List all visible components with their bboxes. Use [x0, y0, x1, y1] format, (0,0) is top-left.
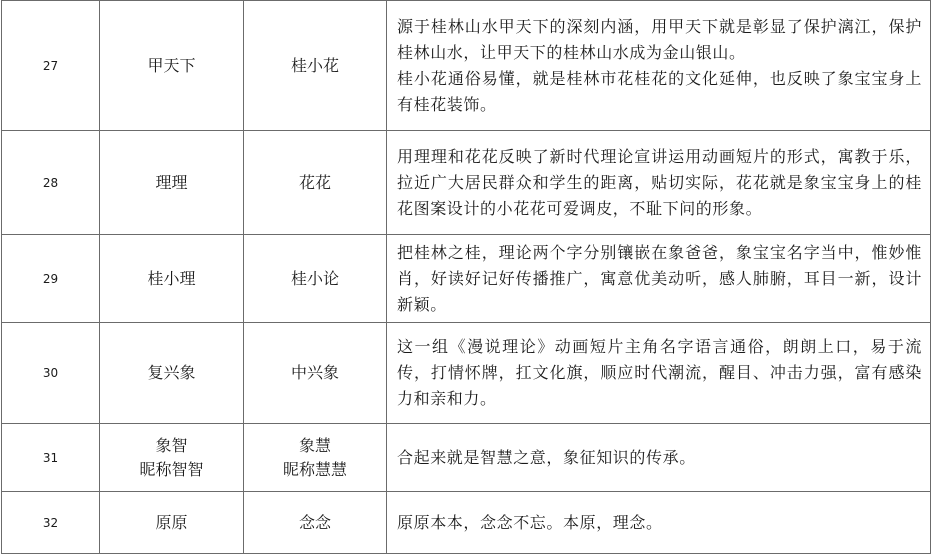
name-text: 桂小理: [147, 268, 196, 288]
description-cell: [387, 323, 931, 424]
description-cell: [387, 131, 931, 235]
name-text: 象慧: [298, 435, 331, 455]
name-cell-2: [244, 235, 387, 323]
name-text: 念念: [298, 512, 331, 532]
description-paragraph: 原原本本，念念不忘。本原，理念。: [397, 512, 663, 532]
name-cell-2: [244, 1, 387, 131]
row-number: 27: [2, 1, 100, 131]
description-cell: [387, 492, 931, 554]
name-cell-2: [244, 131, 387, 235]
description-paragraph: 桂小花通俗易懂，就是桂林市花桂花的文化延伸，也反映了象宝宝身上有桂花装饰。: [397, 68, 922, 114]
name-cell-1: [100, 1, 244, 131]
description-paragraph: 用理理和花花反映了新时代理论宣讲运用动画短片的形式，寓教于乐，拉近广大居民群众和学生的距离，贴切实际，花花就是象宝宝身上的桂花图案设计的小花花可爱调皮，不耻下问的形象。: [397, 146, 922, 218]
name-cell-1: [100, 235, 244, 323]
name-cell-2: [244, 424, 387, 492]
description-paragraph: 源于桂林山水甲天下的深刻内涵，用甲天下就是彰显了保护漓江，保护桂林山水，让甲天下的桂林山水成为金山银山。: [397, 16, 922, 62]
row-number: 31: [2, 424, 100, 492]
description-paragraph: 合起来就是智慧之意，象征知识的传承。: [397, 447, 696, 467]
table-row: [2, 1, 931, 131]
table-row: [2, 323, 931, 424]
table-row: [2, 235, 931, 323]
row-number: 32: [2, 492, 100, 554]
table-row: [2, 131, 931, 235]
name-text: 原原: [155, 512, 188, 532]
description-paragraph: 这一组《漫说理论》动画短片主角名字语言通俗，朗朗上口，易于流传，打情怀牌，扛文化旗，顺应时代潮流，醒目、冲击力强，富有感染力和亲和力。: [397, 337, 922, 408]
name-text: 花花: [298, 172, 331, 192]
row-number: 28: [2, 131, 100, 235]
name-cell-1: [100, 131, 244, 235]
name-text: 复兴象: [147, 363, 196, 382]
name-cell-2: [244, 323, 387, 424]
name-text: 桂小花: [290, 55, 339, 75]
description-cell: [387, 424, 931, 492]
description-cell: [387, 235, 931, 323]
name-text: 中兴象: [290, 363, 339, 382]
name-cell-1: [100, 323, 244, 424]
row-number: 29: [2, 235, 100, 323]
description-paragraph: 把桂林之桂，理论两个字分别镶嵌在象爸爸，象宝宝名字当中，惟妙惟肖，好读好记好传播推广，寓意优美动听，感人肺腑，耳目一新，设计新颖。: [397, 242, 922, 314]
table-row: [2, 492, 931, 554]
nickname-text: 昵称慧慧: [282, 459, 347, 479]
name-cell-2: [244, 492, 387, 554]
nickname-text: 昵称智智: [139, 459, 204, 479]
description-cell: [387, 1, 931, 131]
name-cell-1: [100, 424, 244, 492]
name-cell-1: [100, 492, 244, 554]
naming-proposal-table: [1, 0, 931, 554]
table-row: [2, 424, 931, 492]
name-text: 甲天下: [147, 55, 196, 75]
name-text: 理理: [155, 172, 188, 192]
name-text: 象智: [155, 435, 188, 455]
row-number: 30: [2, 323, 100, 424]
name-text: 桂小论: [290, 268, 339, 288]
